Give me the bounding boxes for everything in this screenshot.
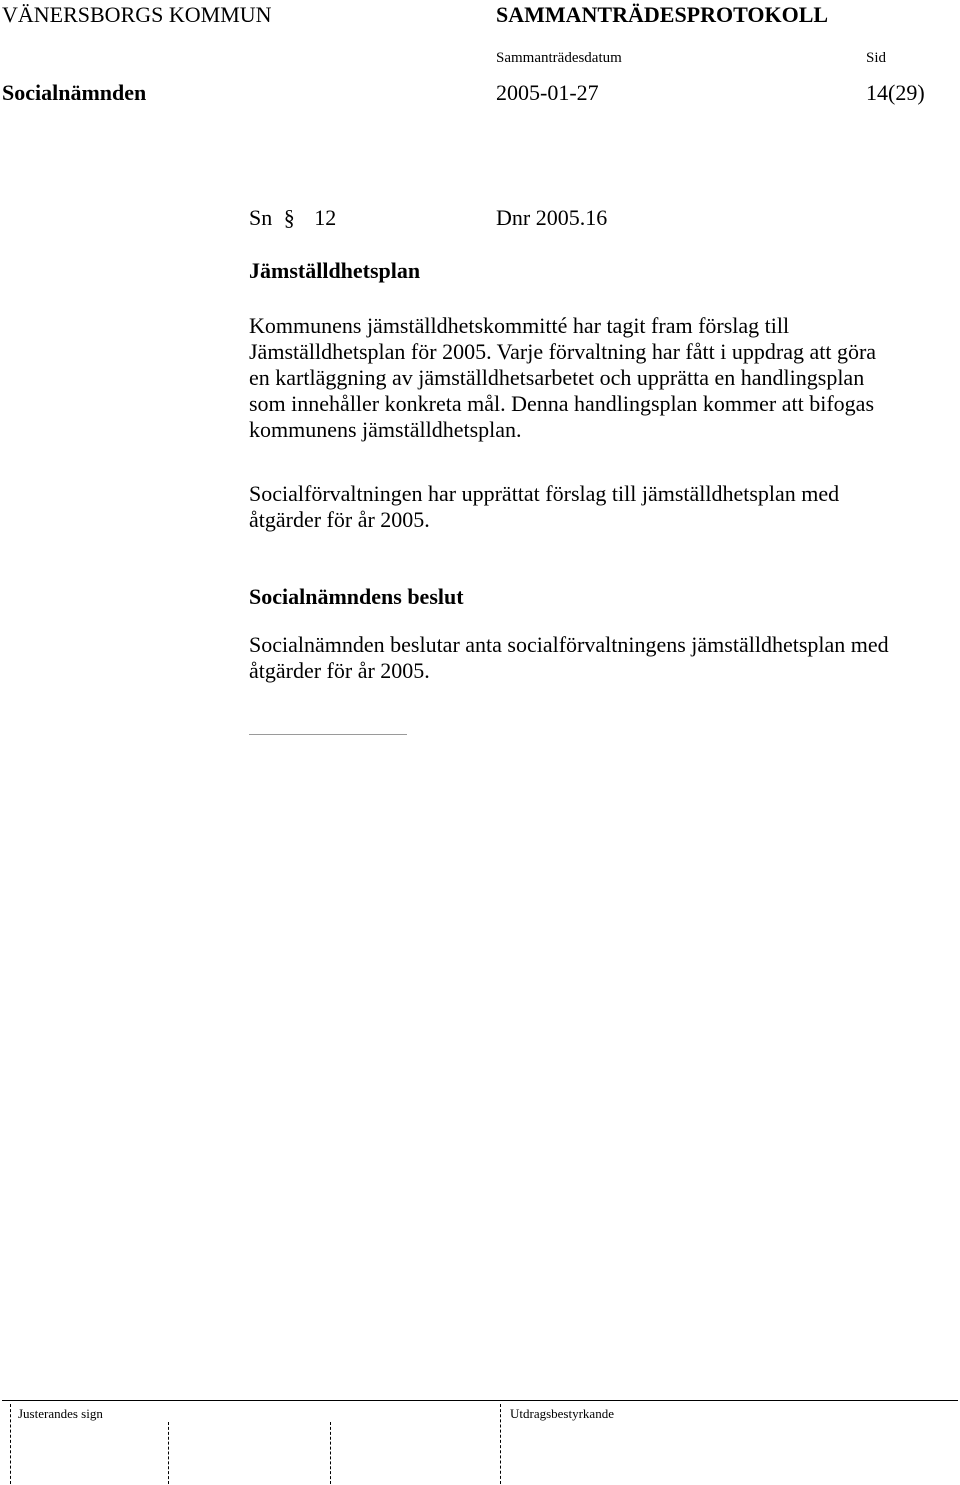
footer-divider	[2, 1400, 958, 1401]
document-type: SAMMANTRÄDESPROTOKOLL	[496, 2, 829, 27]
meeting-date: 2005-01-27	[496, 80, 599, 105]
case-paragraph: Kommunens jämställdhetskommitté har tagit fram förslag till Jämställdhetsplan för 2005. Varje förvaltning har fått i uppdrag att göra en kartläggning av jämställdhetsarbetet och upprätta en handlingsplan som innehåller konkreta mål. Denna handlingsplan kommer att bifogas kommunens jämställdhetsplan.	[249, 313, 877, 442]
diary-number: Dnr 2005.16	[496, 205, 608, 230]
section-sign: §	[283, 205, 295, 230]
date-label: Sammanträdesdatum	[496, 50, 622, 66]
municipality-name: VÄNERSBORGS KOMMUN	[2, 2, 272, 27]
case-number-value: 12	[314, 205, 337, 230]
extract-label: Utdragsbestyrkande	[510, 1406, 614, 1421]
page-label: Sid	[866, 50, 887, 66]
signature-box-divider	[10, 1404, 11, 1484]
case-paragraph: Socialförvaltningen har upprättat förslag till jämställdhetsplan med åtgärder för år 2005.	[249, 481, 840, 532]
signature-box-divider	[330, 1422, 331, 1484]
case-prefix: Sn	[249, 205, 273, 230]
case-title: Jämställdhetsplan	[249, 258, 421, 283]
decision-text: Socialnämnden beslutar anta socialförvaltningens jämställdhetsplan med åtgärder för år 2005.	[249, 632, 889, 683]
committee-name: Socialnämnden	[2, 80, 147, 105]
signature-separator	[249, 734, 407, 735]
signature-box-divider	[168, 1422, 169, 1484]
page-number: 14(29)	[866, 80, 925, 105]
decision-title: Socialnämndens beslut	[249, 584, 464, 609]
signature-box-divider	[500, 1404, 501, 1484]
case-number	[249, 205, 336, 231]
signature-label: Justerandes sign	[18, 1406, 103, 1421]
